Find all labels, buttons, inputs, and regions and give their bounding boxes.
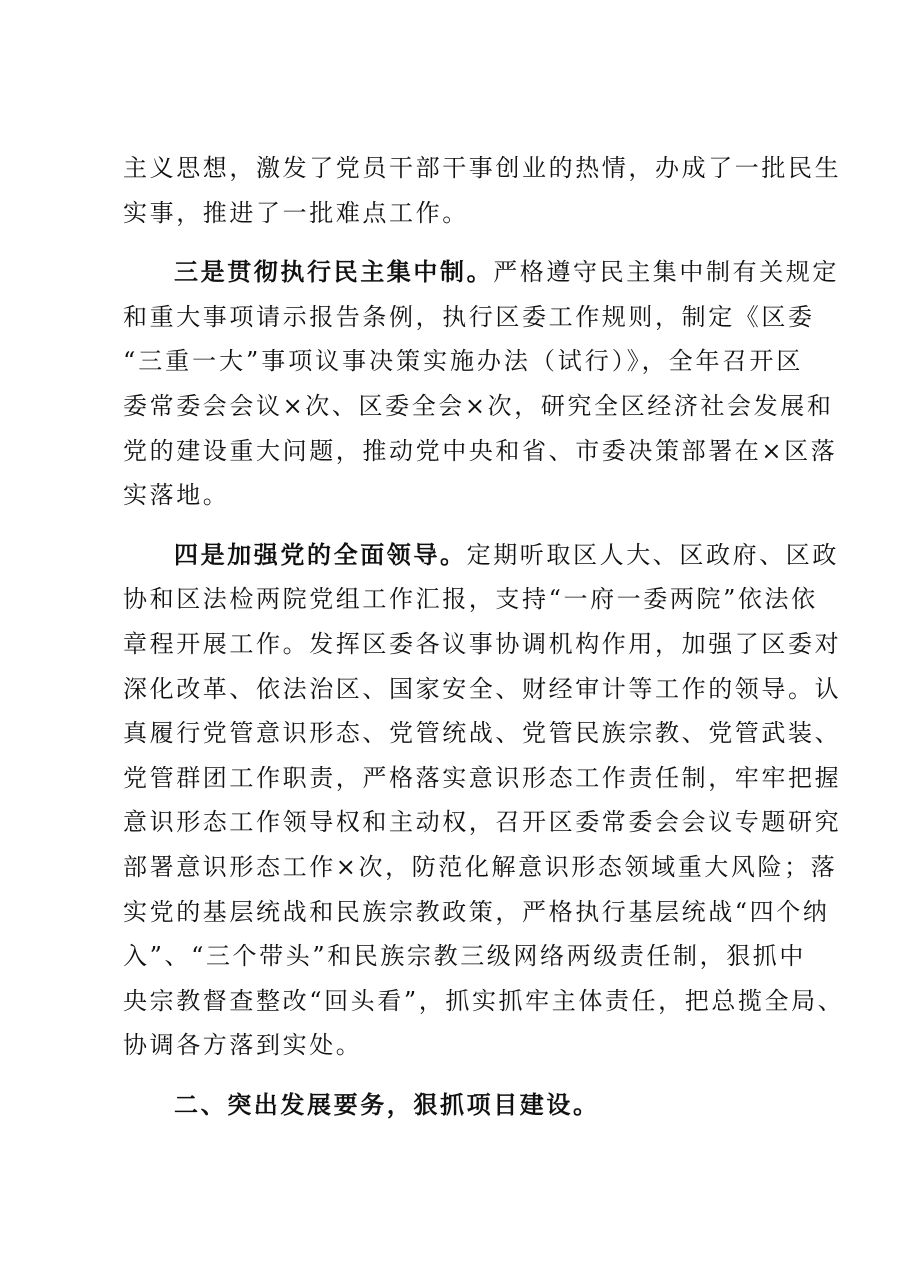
paragraph-lead: 三是贯彻执行民主集中制。 xyxy=(174,258,494,287)
text-line: 深化改革、依法治区、国家安全、财经审计等工作的领导。认 xyxy=(123,674,842,703)
document-body xyxy=(123,146,845,1127)
text-line: 意识形态工作领导权和主动权，召开区委常委会会议专题研究 xyxy=(123,808,842,837)
paragraph-3 xyxy=(123,533,845,1068)
text-line: 实党的基层统战和民族宗教政策，严格执行基层统战“四个纳 xyxy=(123,897,830,926)
text-line: 实事，推进了一批难点工作。 xyxy=(123,198,469,227)
text-line: 协和区法检两院党组工作汇报，支持“一府一委两院”依法依 xyxy=(123,585,818,614)
paragraph-2 xyxy=(123,250,840,518)
text-line: 部署意识形态工作×次，防范化解意识形态领域重大风险；落 xyxy=(123,852,838,881)
text-line xyxy=(123,250,840,295)
text-run: 严格遵守民主集中制有关规定 xyxy=(493,258,840,287)
text-line: 委常委会会议×次、区委全会×次，研究全区经济社会发展和 xyxy=(123,391,834,420)
text-line: 章程开展工作。发挥区委各议事协调机构作用，加强了区委对 xyxy=(123,629,842,658)
text-line: 实落地。 xyxy=(123,481,230,510)
paragraph-1 xyxy=(123,146,842,235)
section-heading: 二、突出发展要务，狠抓项目建设。 xyxy=(174,1090,600,1119)
paragraph-lead: 四是加强党的全面领导。 xyxy=(174,540,467,569)
text-line: 党的建设重大问题，推动党中央和省、市委决策部署在×区落 xyxy=(123,436,838,465)
text-line: 主义思想，激发了党员干部干事创业的热情，办成了一批民生 xyxy=(123,154,842,182)
text-line: 央宗教督查整改“回头看”，抓实抓牢主体责任，把总揽全局、 xyxy=(123,986,845,1015)
text-line xyxy=(123,533,840,578)
text-line: 入”、“三个带头”和民族宗教三级网络两级责任制，狠抓中 xyxy=(123,942,807,971)
text-line: 党管群团工作职责，严格落实意识形态工作责任制，牢牢把握 xyxy=(123,763,842,792)
text-run: 定期听取区人大、区政府、区政 xyxy=(466,540,840,569)
text-line: 真履行党管意识形态、党管统战、党管民族宗教、党管武装、 xyxy=(123,719,842,748)
text-line: “三重一大”事项议事决策实施办法（试行）》，全年召开区 xyxy=(123,347,803,376)
text-line: 和重大事项请示报告条例，执行区委工作规则，制定《区委 xyxy=(123,302,815,331)
text-line: 协调各方落到实处。 xyxy=(123,1031,363,1060)
